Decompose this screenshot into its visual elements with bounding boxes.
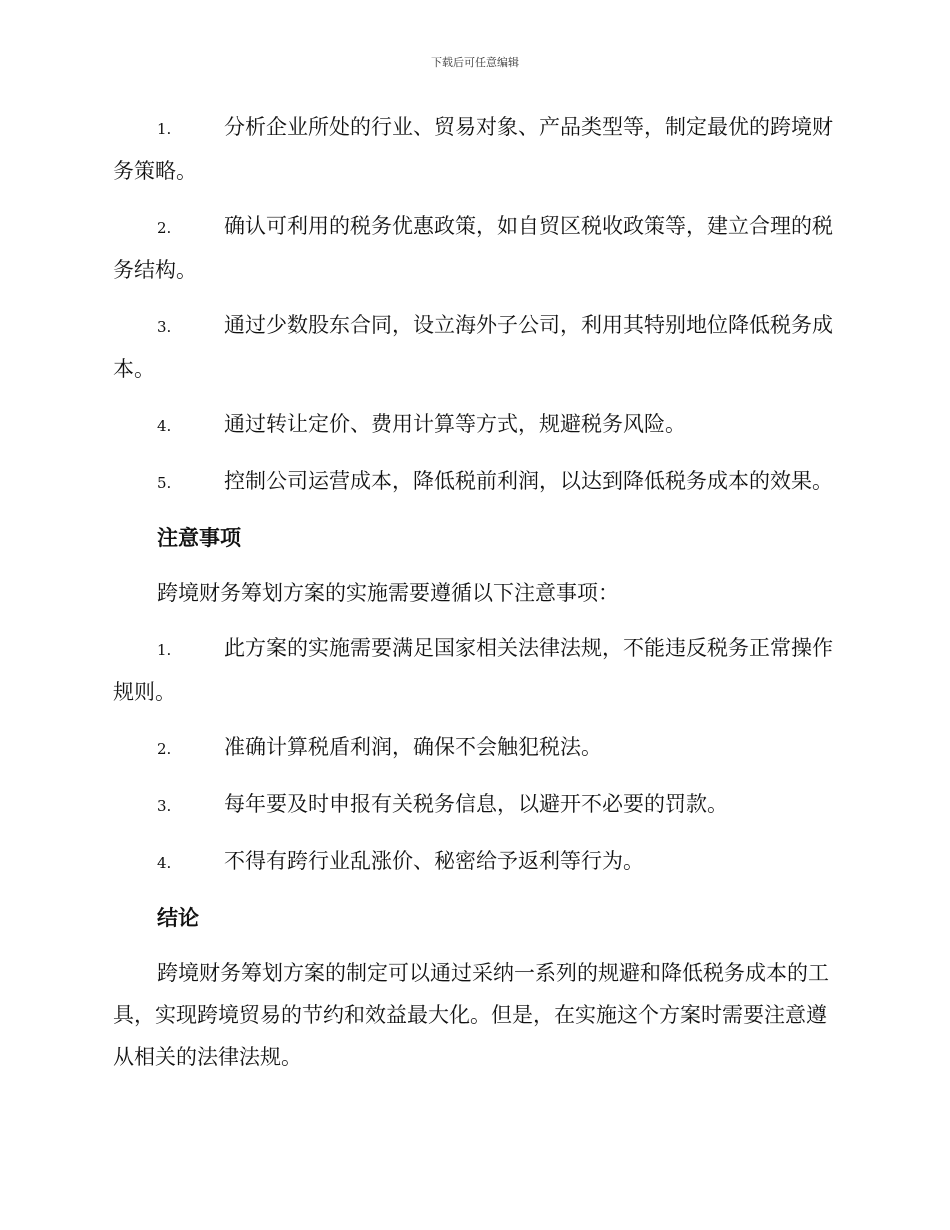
header-note: 下载后可任意编辑 [431, 56, 519, 69]
list-number: 1. [157, 120, 172, 138]
section-heading-notes: 注意事项 [157, 525, 241, 550]
list-text: 控制公司运营成本，降低税前利润，以达到降低税务成本的效果。 [224, 469, 833, 493]
list-text: 每年要及时申报有关税务信息，以避开不必要的罚款。 [224, 792, 728, 816]
list-item [113, 840, 835, 884]
list-number: 2. [157, 219, 172, 237]
list-number: 3. [157, 318, 172, 336]
list-text: 分析企业所处的行业、贸易对象、产品类型等，制定最优的跨境财务策略。 [113, 115, 833, 183]
list-number: 4. [157, 854, 172, 872]
list-item [113, 403, 835, 447]
conclusion-text: 跨境财务筹划方案的制定可以通过采纳一系列的规避和降低税务成本的工具，实现跨境贸易的节约和效益最大化。但是，在实施这个方案时需要注意遵从相关的法律法规。 [113, 961, 829, 1069]
list-item [113, 726, 835, 770]
list-number: 2. [157, 740, 172, 758]
list-item [113, 627, 835, 713]
list-item [113, 304, 835, 390]
list-text: 准确计算税盾利润，确保不会触犯税法。 [224, 735, 602, 759]
list-item [113, 460, 835, 504]
list-number: 5. [157, 474, 172, 492]
list-item [113, 106, 835, 192]
list-text: 此方案的实施需要满足国家相关法律法规，不能违反税务正常操作规则。 [113, 636, 833, 704]
list-number: 1. [157, 641, 172, 659]
list-number: 3. [157, 797, 172, 815]
section-heading-conclusion: 结论 [157, 905, 199, 930]
list-text: 确认可利用的税务优惠政策，如自贸区税收政策等，建立合理的税务结构。 [113, 214, 833, 282]
list-number: 4. [157, 417, 172, 435]
notes-intro: 跨境财务筹划方案的实施需要遵循以下注意事项： [157, 581, 619, 605]
list-item [113, 783, 835, 827]
list-text: 通过少数股东合同，设立海外子公司，利用其特别地位降低税务成本。 [113, 313, 833, 381]
document-body [113, 106, 835, 1091]
list-text: 不得有跨行业乱涨价、秘密给予返利等行为。 [224, 849, 644, 873]
list-text: 通过转让定价、费用计算等方式，规避税务风险。 [224, 412, 686, 436]
list-item [113, 205, 835, 291]
